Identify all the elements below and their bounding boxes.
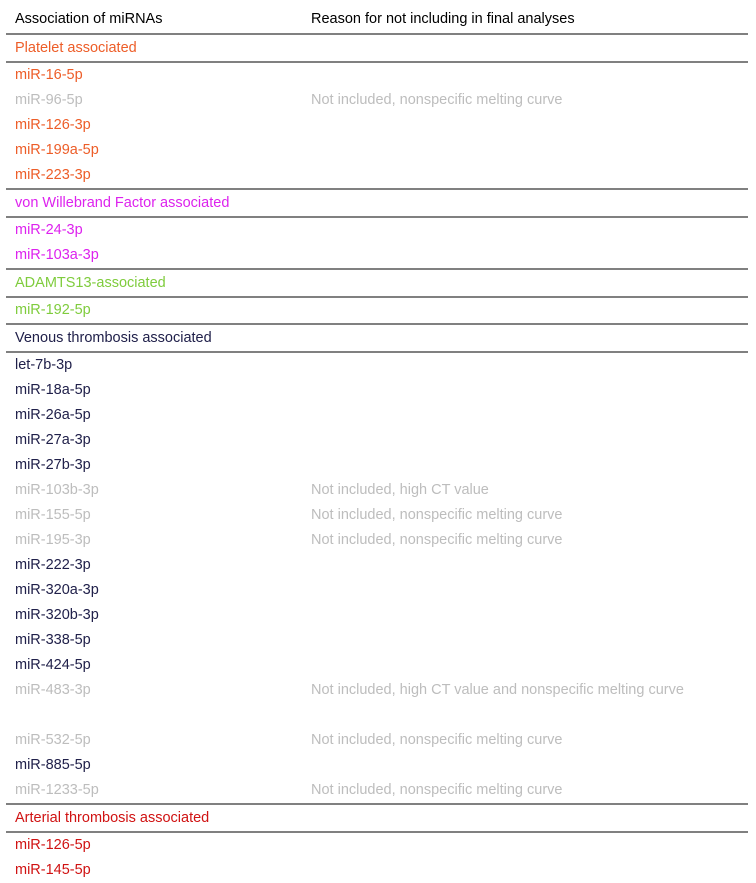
mirna-name-label: miR-27b-3p <box>15 457 91 473</box>
mirna-name-label: miR-103b-3p <box>15 482 99 498</box>
mirna-name-cell <box>6 453 302 478</box>
mirna-name-label: miR-320b-3p <box>15 607 99 623</box>
mirna-name-label: miR-199a-5p <box>15 142 99 158</box>
mirna-name-cell <box>6 428 302 453</box>
exclusion-reason-label: Not included, nonspecific melting curve <box>311 782 563 798</box>
exclusion-reason-cell <box>302 753 748 778</box>
exclusion-reason-label: Not included, nonspecific melting curve <box>311 732 563 748</box>
mirna-name-label: miR-145-5p <box>15 862 91 878</box>
mirna-name-label: miR-1233-5p <box>15 782 99 798</box>
exclusion-reason-cell <box>302 62 748 88</box>
mirna-name-label: miR-885-5p <box>15 757 91 773</box>
group-reason-cell <box>302 324 748 352</box>
column-header-association-label: Association of miRNAs <box>15 11 163 27</box>
mirna-name-label: miR-424-5p <box>15 657 91 673</box>
mirna-name-label: miR-27a-3p <box>15 432 91 448</box>
table-row <box>6 243 748 269</box>
exclusion-reason-label <box>302 453 748 478</box>
exclusion-reason-cell <box>302 678 748 728</box>
exclusion-reason-label: Not included, nonspecific melting curve <box>311 532 563 548</box>
exclusion-reason-cell <box>302 163 748 189</box>
table-row <box>6 778 748 804</box>
mirna-name-cell <box>6 678 302 728</box>
mirna-name-cell <box>6 243 302 269</box>
exclusion-reason-label <box>302 163 748 188</box>
mirna-name-cell <box>6 628 302 653</box>
group-reason-cell <box>302 189 748 217</box>
table-row <box>6 352 748 378</box>
mirna-name-label: miR-24-3p <box>15 222 83 238</box>
mirna-name-label: miR-126-5p <box>15 837 91 853</box>
mirna-name-label: miR-96-5p <box>15 92 83 108</box>
table-row <box>6 503 748 528</box>
mirna-name-cell <box>6 378 302 403</box>
exclusion-reason-label <box>302 428 748 453</box>
table-header-row <box>6 0 748 34</box>
mirna-name-cell <box>6 403 302 428</box>
mirna-name-label: miR-16-5p <box>15 67 83 83</box>
exclusion-reason-label: Not included, high CT value <box>311 482 489 498</box>
exclusion-reason-label <box>302 553 748 578</box>
table-row <box>6 453 748 478</box>
group-title-label: ADAMTS13-associated <box>15 275 166 291</box>
group-title-cell <box>6 189 302 217</box>
group-title-label: Platelet associated <box>15 40 137 56</box>
table-row <box>6 403 748 428</box>
mirna-name-cell <box>6 858 302 883</box>
table-row <box>6 628 748 653</box>
mirna-name-label: miR-192-5p <box>15 302 91 318</box>
mirna-name-label: miR-126-3p <box>15 117 91 133</box>
group-reason-label <box>302 35 748 61</box>
table-row <box>6 578 748 603</box>
mirna-name-cell <box>6 832 302 858</box>
exclusion-reason-label <box>302 113 748 138</box>
table-row <box>6 113 748 138</box>
mirna-name-cell <box>6 778 302 804</box>
mirna-name-cell <box>6 138 302 163</box>
mirna-name-cell <box>6 62 302 88</box>
exclusion-reason-cell <box>302 88 748 113</box>
mirna-name-cell <box>6 503 302 528</box>
group-reason-cell <box>302 34 748 62</box>
exclusion-reason-label <box>302 298 748 323</box>
exclusion-reason-cell <box>302 352 748 378</box>
exclusion-reason-label <box>302 138 748 163</box>
exclusion-reason-cell <box>302 553 748 578</box>
mirna-name-cell <box>6 163 302 189</box>
mirna-name-cell <box>6 217 302 243</box>
group-title-label: von Willebrand Factor associated <box>15 195 230 211</box>
group-reason-label <box>302 270 748 296</box>
mirna-name-label: miR-195-3p <box>15 532 91 548</box>
mirna-name-cell <box>6 352 302 378</box>
group-title-label: Arterial thrombosis associated <box>15 810 210 826</box>
mirna-name-cell <box>6 578 302 603</box>
mirna-name-cell <box>6 88 302 113</box>
mirna-name-label: miR-223-3p <box>15 167 91 183</box>
exclusion-reason-cell <box>302 832 748 858</box>
exclusion-reason-cell <box>302 478 748 503</box>
exclusion-reason-cell <box>302 728 748 753</box>
exclusion-reason-cell <box>302 628 748 653</box>
exclusion-reason-label <box>302 858 748 883</box>
exclusion-reason-cell <box>302 603 748 628</box>
table-row <box>6 297 748 324</box>
table-row <box>6 603 748 628</box>
exclusion-reason-label <box>302 833 748 858</box>
exclusion-reason-label <box>302 653 748 678</box>
mirna-name-cell <box>6 113 302 138</box>
exclusion-reason-cell <box>302 858 748 883</box>
mirna-name-label: miR-18a-5p <box>15 382 91 398</box>
mirna-name-cell <box>6 728 302 753</box>
mirna-name-label: miR-338-5p <box>15 632 91 648</box>
group-header-row <box>6 189 748 217</box>
table-row <box>6 62 748 88</box>
mirna-name-label: miR-155-5p <box>15 507 91 523</box>
exclusion-reason-cell <box>302 378 748 403</box>
group-title-cell <box>6 804 302 832</box>
group-header-row <box>6 804 748 832</box>
group-title-cell <box>6 34 302 62</box>
table-row <box>6 217 748 243</box>
table-body <box>6 34 748 883</box>
group-reason-label <box>302 325 748 351</box>
group-reason-cell <box>302 804 748 832</box>
table-row <box>6 728 748 753</box>
group-reason-label <box>302 190 748 216</box>
column-header-reason-label: Reason for not including in final analyses <box>311 11 575 27</box>
exclusion-reason-label <box>302 628 748 653</box>
exclusion-reason-cell <box>302 528 748 553</box>
table-row <box>6 678 748 728</box>
exclusion-reason-cell <box>302 453 748 478</box>
table-row <box>6 753 748 778</box>
column-header-reason <box>302 0 748 34</box>
exclusion-reason-cell <box>302 297 748 324</box>
exclusion-reason-cell <box>302 778 748 804</box>
group-header-row <box>6 324 748 352</box>
table-row <box>6 553 748 578</box>
exclusion-reason-cell <box>302 578 748 603</box>
mirna-name-cell <box>6 753 302 778</box>
exclusion-reason-cell <box>302 217 748 243</box>
mirna-name-cell <box>6 478 302 503</box>
mirna-name-label: miR-532-5p <box>15 732 91 748</box>
table-row <box>6 378 748 403</box>
mirna-name-label: miR-26a-5p <box>15 407 91 423</box>
group-header-row <box>6 34 748 62</box>
table-row <box>6 653 748 678</box>
mirna-name-label: miR-222-3p <box>15 557 91 573</box>
exclusion-reason-label <box>302 603 748 628</box>
exclusion-reason-cell <box>302 138 748 163</box>
exclusion-reason-label <box>302 403 748 428</box>
exclusion-reason-cell <box>302 428 748 453</box>
column-header-association <box>6 0 302 34</box>
table-row <box>6 478 748 503</box>
exclusion-reason-label <box>302 218 748 243</box>
mirna-name-cell <box>6 653 302 678</box>
table-row <box>6 832 748 858</box>
group-title-cell <box>6 269 302 297</box>
exclusion-reason-label <box>302 578 748 603</box>
mirna-name-cell <box>6 528 302 553</box>
mirna-name-cell <box>6 553 302 578</box>
table-row <box>6 428 748 453</box>
group-reason-cell <box>302 269 748 297</box>
mirna-association-table <box>6 0 748 883</box>
mirna-name-label: miR-320a-3p <box>15 582 99 598</box>
exclusion-reason-cell <box>302 243 748 269</box>
mirna-name-cell <box>6 297 302 324</box>
mirna-name-label: miR-483-3p <box>15 682 91 698</box>
exclusion-reason-label <box>302 753 748 778</box>
table-head <box>6 0 748 34</box>
exclusion-reason-cell <box>302 403 748 428</box>
exclusion-reason-label <box>302 243 748 268</box>
exclusion-reason-cell <box>302 653 748 678</box>
mirna-name-label: let-7b-3p <box>15 357 73 373</box>
exclusion-reason-label: Not included, nonspecific melting curve <box>311 507 563 523</box>
exclusion-reason-cell <box>302 113 748 138</box>
group-reason-label <box>302 805 748 831</box>
group-header-row <box>6 269 748 297</box>
mirna-name-cell <box>6 603 302 628</box>
table-row <box>6 528 748 553</box>
exclusion-reason-label <box>302 378 748 403</box>
table-row <box>6 88 748 113</box>
mirna-name-label: miR-103a-3p <box>15 247 99 263</box>
group-title-cell <box>6 324 302 352</box>
exclusion-reason-label <box>302 353 748 378</box>
exclusion-reason-label <box>302 63 748 88</box>
table-row <box>6 858 748 883</box>
exclusion-reason-label: Not included, high CT value and nonspecific melting curve <box>311 682 684 698</box>
table-row <box>6 138 748 163</box>
table-row <box>6 163 748 189</box>
exclusion-reason-cell <box>302 503 748 528</box>
group-title-label: Venous thrombosis associated <box>15 330 212 346</box>
exclusion-reason-label: Not included, nonspecific melting curve <box>311 92 563 108</box>
